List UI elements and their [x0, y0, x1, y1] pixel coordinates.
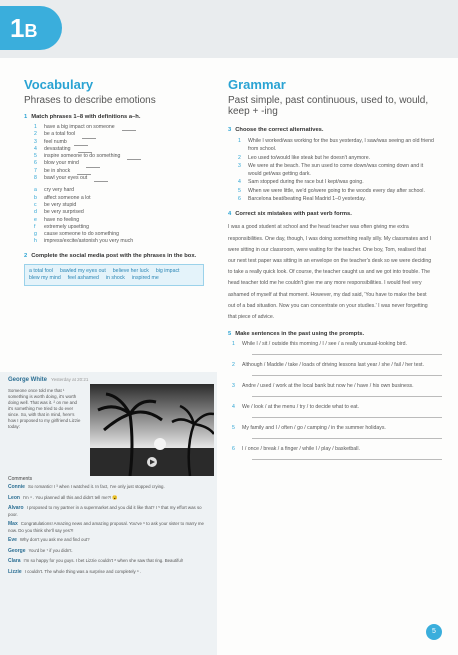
exercise-item: 3 We were at the beach. The sun used to come down/was coming down and it would get/was getting dark. [238, 162, 424, 178]
exercise-item: 4 We / look / at the menu / try / to decide what to eat. [228, 404, 438, 418]
definition-item: g cause someone to do something [34, 231, 119, 238]
vocabulary-subtitle: Phrases to describe emotions [24, 95, 156, 106]
definition-item: d be very surprised [34, 209, 84, 216]
word-box-item: feel ashamed [67, 274, 99, 281]
exercise-4-paragraph: I was a good student at school and the head teacher was often giving me extra responsibilities. One day, though, I was doing something really silly. My classmates and I were sitting in our classroom, were waiting for the teacher. One boy, Tom, realised that our next test paper was sitting in an envelope on the teacher's desk so we were deciding to take a really quick look. Of course, the teacher caught us and we got into trouble. The head teacher told me he couldn't give me any more responsibilities. I would feel very ashamed of myself at that moment. However, my dad said, 'You have to make the best out of a bad situation. Now you can concentrate on your studies.' I was never forgetting that piece of advice. [228, 224, 432, 320]
post-photo [90, 384, 214, 476]
comment: Connie So romantic! I ³ when I watched it. In fact, I've only just stopped crying. [8, 484, 165, 490]
exercise-item: 6 I / once / break / a finger / while I / play / basketball. [228, 446, 438, 460]
exercise-item: 2 Although / Maddie / take / loads of driving lessons last year / she / fail / her test. [228, 362, 438, 376]
unit-letter: B [24, 21, 38, 41]
exercise-item: 4 Sam stopped during the race but I kept/was going. [238, 179, 364, 186]
task-4-instruction: 4 Correct six mistakes with past verb forms. [228, 211, 352, 218]
word-box-item: bawled my eyes out [59, 267, 106, 274]
comment: Leon I'm ⁴ . You planned all this and didn't tell me?! 😮 [8, 494, 118, 501]
vocabulary-title: Vocabulary [24, 77, 94, 92]
phrase-item: 4 devastating [24, 146, 214, 153]
comment: Lizzie I couldn't. The whole thing was a surprise and completely ⁹ . [8, 568, 142, 575]
comments-list [8, 484, 208, 579]
definition-item: a cry very hard [34, 187, 74, 194]
definition-item: c be very stupid [34, 201, 77, 208]
comments-label: Comments [8, 476, 33, 482]
word-box-item: in shock [105, 274, 125, 281]
definition-item: f extremely upsetting [34, 223, 89, 230]
grammar-title: Grammar [228, 77, 286, 92]
social-media-post [0, 372, 217, 655]
answer-blank[interactable] [122, 124, 136, 131]
unit-number: 1 [10, 13, 25, 43]
phrase-item: 7 be in shock [24, 168, 214, 175]
answer-blank[interactable] [82, 131, 96, 138]
comment: Max Congratulations! Amazing news and amazing proposal. You've ⁶ to ask your sister to marry me now. Do you think she'll say yes?! [8, 521, 204, 533]
exercise-item: 6 Barcelona beat/beating Real Madrid 1–0 yesterday. [238, 196, 366, 203]
answer-line[interactable] [252, 412, 442, 418]
task-2-instruction: 2 Complete the social media post with the phrases in the box. [24, 252, 197, 259]
answer-line[interactable] [252, 370, 442, 376]
answer-blank[interactable] [78, 146, 92, 153]
word-box [24, 264, 204, 286]
comment: George You'd be ⁷ if you didn't. [8, 547, 73, 554]
word-box-item: believe her luck [112, 267, 149, 274]
definition-list [24, 187, 214, 245]
comment: Clara I'm so happy for you guys. I bet Lizzie couldn't ⁸ when she saw that ring. Beautiful! [8, 558, 183, 564]
word-box-item: inspired me [131, 274, 159, 281]
phrase-item: 5 inspire someone to do something [24, 153, 214, 160]
vocabulary-column [24, 78, 214, 286]
definition-item: h impress/excite/astonish you very much [34, 238, 134, 245]
definition-item: e have no feeling [34, 216, 80, 223]
definition-item: b affect someone a lot [34, 194, 91, 201]
post-text: Someone once told me that ¹ something is worth doing, it's worth doing well. That was it. ² on me and it's something I've tried to do ever since. So, with that in mind, here's how I proposed to my girlfriend Lizzie today: [8, 388, 81, 429]
post-time: Yesterday at 20:21 [51, 377, 89, 382]
answer-blank[interactable] [77, 168, 91, 175]
answer-blank[interactable] [127, 153, 141, 160]
top-banner [0, 0, 458, 58]
exercise-item: 1 While I / sit / outside this morning / I / see / a really unusual-looking bird. [228, 341, 438, 355]
exercise-3-list [228, 137, 438, 203]
sunset-palm-photo [90, 384, 214, 476]
phrase-item: 3 feel numb [24, 139, 214, 146]
post-header [8, 377, 209, 383]
word-box-item: big impact [155, 267, 180, 274]
page-number: 5 [426, 624, 442, 640]
word-box-item: a total fool [29, 267, 53, 274]
task-3-instruction: 3 Choose the correct alternatives. [228, 127, 324, 133]
task-1-instruction: 1 Match phrases 1–8 with definitions a–h. [24, 114, 141, 120]
exercise-item: 2 Leo used to/would like steak but he doesn't anymore. [238, 154, 371, 161]
task-5-instruction: 5 Make sentences in the past using the prompts. [228, 331, 365, 338]
grammar-column [228, 78, 438, 460]
answer-line[interactable] [252, 349, 442, 355]
answer-blank[interactable] [94, 175, 108, 182]
phrase-item: 2 be a total fool [24, 131, 214, 138]
exercise-item: 3 Andre / used / work at the local bank but now he / have / his own business. [228, 383, 438, 397]
comment: Eve Why don't you ask me and find out? [8, 537, 90, 543]
answer-line[interactable] [252, 391, 442, 397]
post-author: George White [8, 377, 48, 383]
phrase-item: 8 bawl your eyes out [24, 175, 214, 182]
answer-blank[interactable] [74, 139, 88, 146]
answer-line[interactable] [252, 433, 442, 439]
phrase-item: 6 blow your mind [24, 160, 214, 167]
unit-badge [0, 6, 62, 50]
answer-blank[interactable] [86, 160, 100, 167]
word-box-item: blew my mind [29, 274, 61, 281]
exercise-5-list [228, 341, 438, 460]
exercise-item: 1 While I worked/was working for the bus yesterday, I saw/was seeing an old friend from school. [238, 138, 434, 153]
phrase-item: 1 have a big impact on someone [24, 124, 214, 131]
phrase-list [24, 124, 214, 182]
answer-line[interactable] [252, 454, 442, 460]
exercise-item: 5 My family and I / often / go / camping / in the summer holidays. [228, 425, 438, 439]
grammar-subtitle: Past simple, past continuous, used to, would, keep + -ing [228, 95, 429, 117]
comment: Alvaro I proposed to my partner in a supermarket and you did it like that? I ⁵ that my effort was so poor. [8, 505, 202, 517]
exercise-item: 5 When we were little, we'd go/were going to the woods every day after school. [238, 187, 425, 194]
